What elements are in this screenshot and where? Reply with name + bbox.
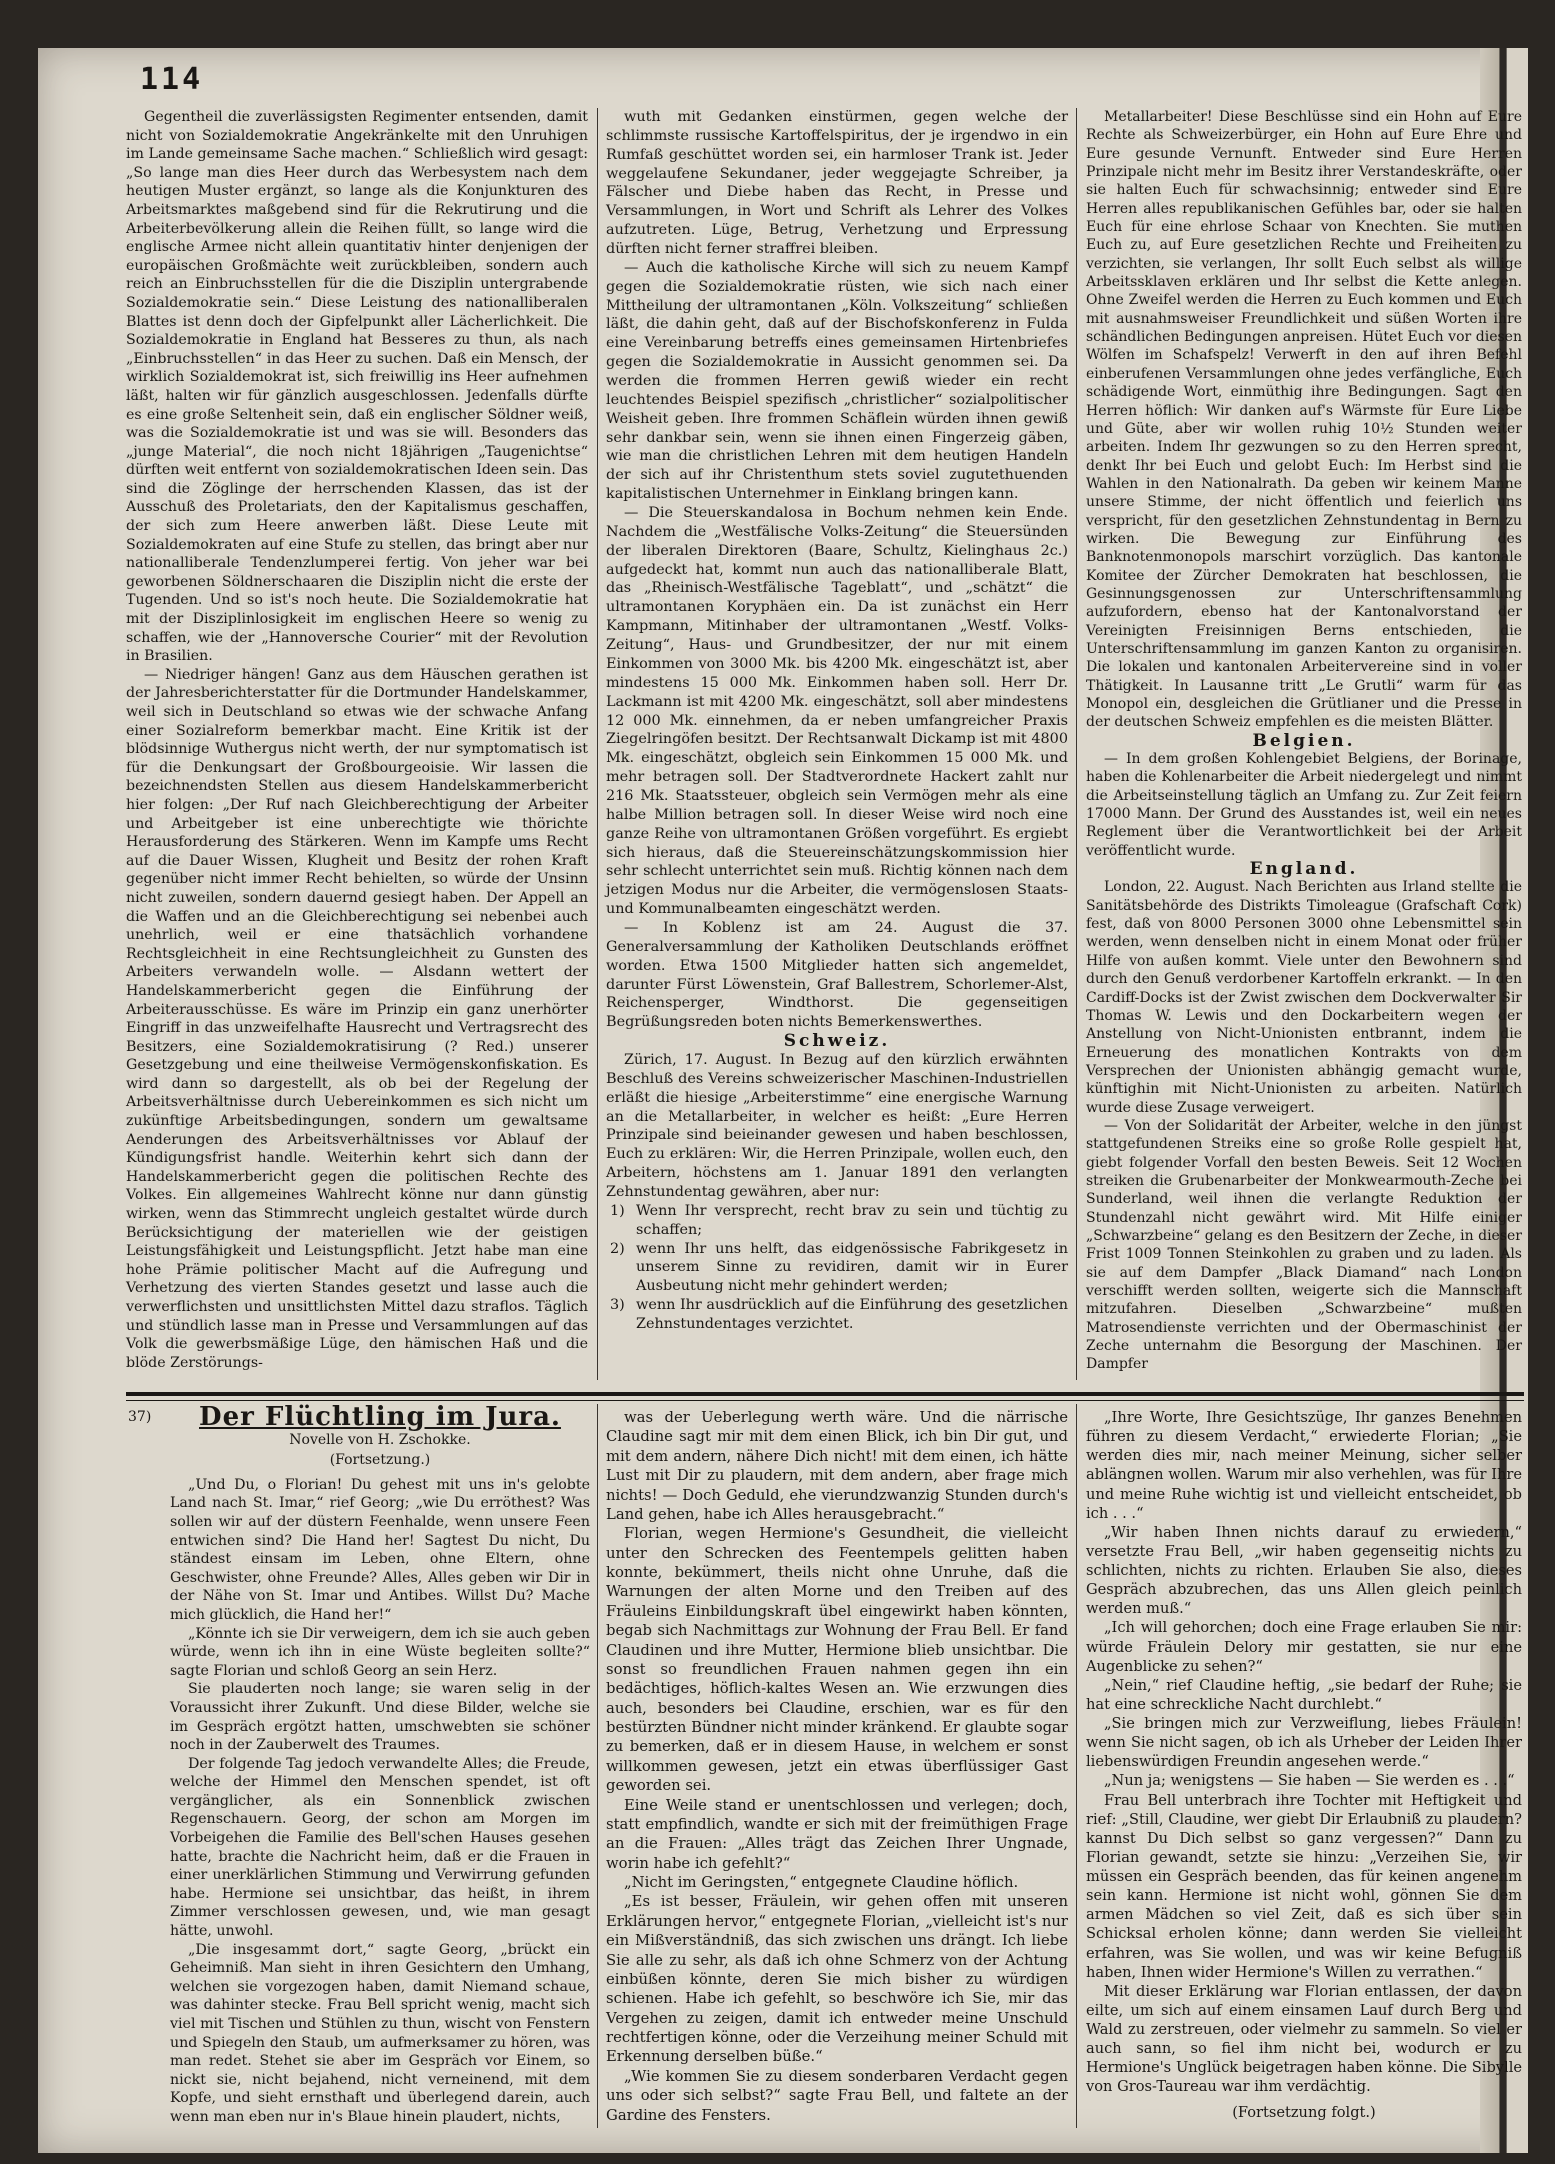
column-divider [1076, 1404, 1077, 2128]
column-divider [597, 1404, 598, 2128]
article-column-3 [1086, 108, 1522, 1380]
list-item [606, 1202, 1068, 1240]
novel-paragraph: Florian, wegen Hermione's Gesundheit, die vielleicht unter den Schrecken des Feentempels gelitten haben konnte, bekümmert, theils nicht ohne Unruhe, daß die Warnungen der alten Morne und den Treiben auf des Fräuleins Einbildungskraft übel eingewirkt haben könnten, begab sich Nachmittags zur Wohnung der Frau Bell. Er fand Claudinen und ihre Mutter, Hermione blieb unsichtbar. Die sonst so freundlichen Frauen nahmen gegen ihn ein bedächtiges, höflich-kaltes Wesen an. Wie erzwungen dies auch, besonders bei Claudine, erschien, war es für den bestürzten Bündner nicht minder kränkend. Er glaubte sogar zu bemerken, daß er in diesem Hause, in welchem er sonst willkommen gewesen, jetzt ein etwas überflüssiger Gast geworden sei. [606, 1525, 1069, 1795]
column-divider [1076, 108, 1077, 1380]
novel-paragraph: was der Ueberlegung werth wäre. Und die närrische Claudine sagt mir mit dem einen Blick, ich bin Dir gut, und mit dem andern, nähere Dich nicht! mit dem einen, ich hätte Lust mit Dir zu plaudern, mit dem andern, aber frage mich nichts! — Doch Geduld, ehe vierundzwanzig Stunden durch's Land gehen, habe ich Alles herausgebracht.“ [606, 1409, 1068, 1523]
novel-paragraph: Eine Weile stand er unentschlossen und verlegen; doch, statt empfindlich, wandte er sich mit der freimüthigen Frage an die Frauen: „Alles trägt das Zeichen Ihrer Ungnade, worin habe ich gefehlt?“ [606, 1796, 1068, 1872]
list-text: wenn Ihr ausdrücklich auf die Einführung des gesetzlichen Zehnstundentages verzichtet. [636, 1297, 1068, 1332]
novel-paragraph: Mit dieser Erklärung war Florian entlassen, der davon eilte, um sich auf einem einsamen Lauf durch Berg und Wald zu zerstreuen, oder vielmehr zu sammeln. So viel er auch sann, so fiel ihm nicht bei, wodurch er zu Hermione's Unglück beigetragen haben könne. Die Sibylle von Gros-Taureau war ihm verdächtig. [1086, 1982, 1522, 2096]
article-column-2 [606, 108, 1068, 1380]
list-number: 1) [610, 1202, 625, 1219]
novel-author: Novelle von H. Zschokke. [289, 1431, 471, 1448]
list-number: 3) [610, 1297, 625, 1314]
novel-paragraph: „Ihre Worte, Ihre Gesichtszüge, Ihr ganzes Benehmen führen zu diesem Verdacht,“ erwiederte Florian; „Sie werden dies mir, nach meiner Meinung, sicher selber ablängnen wollen. Warum mir also verhehlen, was für Ihre und meine Ruhe wichtig ist und vielleicht entscheidet, ob ich . . .“ [1086, 1409, 1522, 1522]
section-divider-thin [126, 1400, 1524, 1401]
novel-paragraph: „Es ist besser, Fräulein, wir gehen offen mit unseren Erklärungen hervor,“ entgegnete Florian, „vielleicht ist's nur ein Mißverständniß, das sich zwischen uns drängt. Ich liebe Sie alle zu sehr, als daß ich ohne Schmerz von der Achtung einbüßen könnte, deren Sie mich bisher zu würdigen schienen. Habe ich gefehlt, so beschwöre ich Sie, mir das Vergehen zu zeigen, damit ich entweder meine Unschuld rechtfertigen könne, oder die Verzeihung meiner Schuld mit Erkennung derselben büße.“ [606, 1893, 1068, 2066]
list-text: Wenn Ihr versprecht, recht brav zu sein und tüchtig zu schaffen; [636, 1202, 1068, 1238]
article-paragraph: Gegentheil die zuverlässigsten Regimenter entsenden, damit nicht von Sozialdemokratie Angekränkelte mit den Unruhigen im Lande gemeinsame Sache machen.“ Schließlich wird gesagt: „So lange man dies Heer durch das Werbesystem nach dem heutigen Muster ergänzt, so lange als die Konjunkturen des Arbeitsmarktes maßgebend sind für die Rekrutirung und die Arbeiterbevölkerung allein die Reihen füllt, so lange wird die englische Armee nicht allein quantitativ hinter denjenigen der europäischen Großmächte weit zurückbleiben, sondern auch reich an Einbruchsstellen für die die Disziplin untergrabende Sozialdemokratie sein.“ Diese Leistung des nationalliberalen Blattes ist denn doch der Gipfelpunkt aller Lächerlichkeit. Die Sozialdemokratie in England hat Besseres zu thun, als nach „Einbruchsstellen“ in das Heer zu suchen. Daß ein Mensch, der wirklich Sozialdemokrat ist, sich freiwillig ins Heer aufnehmen läßt, halten wir für gänzlich ausgeschlossen. Jedenfalls dürfte es eine große Seltenheit sein, daß ein englischer Söldner weiß, was die Sozialdemokratie ist und was sie will. Besonders das „junge Material“, die noch nicht 18jährigen „Taugenichtse“ dürften weit entfernt von sozialdemokratischen Ideen sein. Das sind die Zöglinge der herrschenden Klassen, das ist der Ausschuß des Proletariats, den der Kapitalismus geschaffen, der sich zum Heere anwerben läßt. Diese Leute mit Sozialdemokraten auf eine Stufe zu stellen, das bringt aber nur nationalliberale Tendenzlumperei fertig. Von jeher war bei geworbenen Söldnerschaaren die Disziplin nicht die erste der Tugenden. Und so ist's noch heute. Die Sozialdemokratie hat mit der Disziplinlosigkeit im englischen Heere so wenig zu schaffen, wie der „Hannoversche Courier“ mit der Revolution in Brasilien. [126, 109, 588, 665]
novel-paragraph: „Nein,“ rief Claudine heftig, „sie bedarf der Ruhe; sie hat eine schreckliche Nacht durchlebt.“ [1086, 1676, 1522, 1713]
novel-column-1 [128, 1402, 590, 2128]
article-paragraph: London, 22. August. Nach Berichten aus Irland stellte die Sanitätsbehörde des Distrikts Timoleague (Grafschaft Cork) fest, daß von 8000 Personen 3000 ohne Lebensmittel sein werden, wenn denselben nicht in einem Monat oder früher Hilfe von außen kommt. Viele unter den Bewohnern sind durch den Genuß verdorbener Kartoffeln erkrankt. — In den Cardiff-Docks ist der Zwist zwischen dem Dockverwalter Sir Thomas W. Lewis und den Dockarbeitern wegen der Anstellung von Nicht-Unionisten entbrannt, indem die Erneuerung des monatlichen Kontrakts von dem Versprechen der Unionisten abhängig gemacht wurde, künftighin mit Nicht-Unionisten zu arbeiten. Natürlich wurde diese Zusage verweigert. [1086, 879, 1522, 1116]
article-paragraph: — Auch die katholische Kirche will sich zu neuem Kampf gegen die Sozialdemokratie rüsten, wie sich nach einer Mittheilung der ultramontanen „Köln. Volkszeitung“ schließen läßt, die dahin geht, daß auf der Bischofskonferenz in Fulda eine Vereinbarung betreffs eines gemeinsamen Hirtenbriefes gegen die Sozialdemokratie in Aussicht genommen sei. Da werden die frommen Herren gewiß wieder ein recht leuchtendes Beispiel spezifisch „christlicher“ sozialpolitischer Weisheit geben. Ihre frommen Schäflein würden ihnen gewiß sehr dankbar sein, wenn sie ihnen einen Fingerzeig gäben, wie man die christlichen Lehren mit dem heutigen Handeln der sich auf ihr Christenthum stets soviel zugutethuenden kapitalistischen Unternehmer in Einklang bringen kann. [606, 259, 1068, 503]
list-text: wenn Ihr uns helft, das eidgenössische Fabrikgesetz in unserem Sinne zu revidiren, damit wir in Eurer Ausbeutung nicht mehr gehindert werden; [636, 1240, 1068, 1295]
article-column-1 [126, 108, 588, 1380]
novel-to-be-continued: (Fortsetzung folgt.) [1232, 2103, 1376, 2121]
section-heading-england: England. [1249, 859, 1359, 880]
list-item [606, 1240, 1068, 1297]
list-item [606, 1296, 1068, 1334]
page-number: 114 [140, 62, 204, 97]
article-paragraph: Metallarbeiter! Diese Beschlüsse sind ein Hohn auf Eure Rechte als Schweizerbürger, ein Hohn auf Eure Ehre und Eure gesunde Vernunft. Entweder sind Eure Herren Prinzipale nicht mehr im Besitz ihrer Verstandeskräfte, oder sie halten Euch für schwachsinnig; entweder sind Eure Herren alles republikanischen Gefühles bar, oder sie halten Euch für eine ehrlose Schaar von Knechten. Sie muthen Euch zu, auf Eure gesetzlichen Rechte und Freiheiten zu verzichten, sie verlangen, Ihr sollt Euch selbst als willige Arbeitssklaven erklären und Ihr selbst die Kette anlegen. Ohne Zweifel werden die Herren zu Euch kommen und Euch mit ausnahmsweiser Freundlichkeit und süßen Worten ihre schändlichen Bedingungen anpreisen. Hütet Euch vor diesen Wölfen im Schafspelz! Verwerft in den auf ihren Befehl einberufenen Versammlungen ohne jedes verfängliche, Euch schädigende Wort, einmüthig ihre Bedingungen. Sagt den Herren höflich: Wir danken auf's Wärmste für Eure Liebe und Güte, aber wir wollen ruhig 10½ Stunden weiter arbeiten. Indem Ihr gezwungen so zu den Herren sprecht, denkt Ihr bei Euch und gelobt Euch: Im Herbst sind die Wahlen in den Nationalrath. Da geben wir keinem Manne unsere Stimme, der nicht öffentlich und feierlich uns verspricht, für den gesetzlichen Zehnstundentag in Bern zu wirken. Die Bewegung zur Einführung des Banknotenmonopols marschirt vorzüglich. Das kantonale Komitee der Zürcher Demokraten hat beschlossen, die Gesinnungsgenossen zur Unterschriftensammlung aufzufordern, ebenso hat der Kantonalvorstand der Vereinigten Freisinnigen Berns entschieden, die Unterschriftensammlung im ganzen Kanton zu organisiren. Die lokalen und kantonalen Arbeitervereine sind in voller Thätigkeit. In Lausanne tritt „Le Grutli“ warm für das Monopol ein, desgleichen die Grütlianer und die Presse in der deutschen Schweiz empfehlen es die meisten Blätter. [1086, 109, 1522, 731]
novel-column-3 [1086, 1408, 1522, 2128]
novel-continuation: (Fortsetzung.) [329, 1452, 431, 1469]
novel-paragraph: Der folgende Tag jedoch verwandelte Alles; die Freude, welche der Himmel den Menschen spendet, ist oft vergänglicher, als ein Sonnenblick zwischen Regenschauern. Georg, der schon am Morgen im Vorbeigehen die Familie des Bell'schen Hauses gesehen hatte, brachte die Nachricht heim, daß er die Frauen in einer unerklärlichen Stimmung und Verwirrung gefunden habe. Hermione sei unsichtbar, das heißt, in ihrem Zimmer verschlossen gewesen, und, wie man gesagt hätte, unwohl. [170, 1755, 590, 1940]
novel-paragraph: „Sie bringen mich zur Verzweiflung, liebes Fräulein! wenn Sie nicht sagen, ob ich als Urheber der Leiden Ihrer liebenswürdigen Freundin angesehen werde.“ [1086, 1715, 1522, 1771]
novel-paragraph: „Ich will gehorchen; doch eine Frage erlauben Sie mir: würde Fräulein Delory mir gestatten, sie nur eine Augenblicke zu sehen?“ [1086, 1619, 1522, 1675]
article-paragraph: — Von der Solidarität der Arbeiter, welche in den jüngst stattgefundenen Streiks eine so große Rolle gespielt hat, giebt folgender Vorfall den besten Beweis. Seit 12 Wochen streiken die Grubenarbeiter der Monkwearmouth-Zeche bei Sunderland, weil ihnen die verlangte Reduktion der Stundenzahl nicht gewährt wird. Mit Hilfe einiger „Schwarzbeine“ gelang es den Besitzern der Zeche, in dieser Frist 1009 Tonnen Steinkohlen zu graben und zu laden. Als sie auf dem Dampfer „Black Diamand“ nach London verschifft werden sollten, weigerte sich die Mannschaft mitzufahren. Dieselben „Schwarzbeine“ mußten Matrosendienste verrichten und der Obermaschinist der Zeche unternahm die Besorgung der Maschinen. Der Dampfer [1086, 1117, 1522, 1373]
article-paragraph: — In Koblenz ist am 24. August die 37. Generalversammlung der Katholiken Deutschlands eröffnet worden. Etwa 1500 Mitglieder hatten sich angemeldet, darunter Fürst Löwenstein, Graf Ballestrem, Schorlemer-Alst, Reichensperger, Windthorst. Die gegenseitigen Begrüßungsreden boten nichts Bemerkenswerthes. [606, 919, 1068, 1031]
column-divider [597, 108, 598, 1380]
article-paragraph: wuth mit Gedanken einstürmen, gegen welche der schlimmste russische Kartoffelspiritus, der je irgendwo in ein Rumfaß geschüttet worden sei, ein harmloser Trank ist. Jeder weggelaufene Sekundaner, jeder weggejagte Schreiber, ja Fälscher und Diebe haben das Recht, in Presse und Versammlungen, in Wort und Schrift als Lehrer des Volkes aufzutreten. Lüge, Betrug, Verhetzung und Erpressung dürften nicht ferner straffrei bleiben. [606, 109, 1068, 258]
novel-paragraph: „Wir haben Ihnen nichts darauf zu erwiedern,“ versetzte Frau Bell, „wir haben gegenseitig nichts zu schlichten, nichts zu richten. Erlauben Sie also, dieses Gespräch abzubrechen, das uns Allen gleich peinlich werden muß.“ [1086, 1523, 1522, 1618]
novel-paragraph: „Wie kommen Sie zu diesem sonderbaren Verdacht gegen uns oder sich selbst?“ sagte Frau Bell, und faltete an der Gardine des Fensters. [606, 2067, 1068, 2124]
section-heading-belgien: Belgien. [1252, 730, 1356, 751]
novel-installment-number: 37) [128, 1409, 152, 1425]
novel-paragraph: „Könnte ich sie Dir verweigern, dem ich sie auch geben würde, wenn ich ihn in eine Wüste begleiten sollte?“ sagte Florian und schloß Georg an sein Herz. [170, 1625, 590, 1679]
novel-paragraph: „Die insgesammt dort,“ sagte Georg, „brückt ein Geheimniß. Man sieht in ihren Gesichtern den Umhang, welchen sie vorgezogen haben, damit Niemand schaue, was dahinter stecke. Frau Bell spricht wenig, macht sich viel mit Tischen und Stühlen zu thun, wischt von Fenstern und Spiegeln den Staub, um aufmerksamer zu hören, was man redet. Stehet sie aber im Gespräch vor Einem, so nickt sie, nicht bejahend, nicht verneinend, mit dem Kopfe, und sieht ernsthaft und überlegend darein, auch wenn man eben nur in's Blaue hinein plaudert, nichts, [170, 1941, 590, 2125]
novel-column-2 [606, 1408, 1068, 2128]
novel-paragraph: Sie plauderten noch lange; sie waren selig in der Voraussicht ihrer Zukunft. Und diese Bilder, welche sie im Gespräch ergötzt hatten, umschwebten sie schöner noch in der Zauberwelt des Traumes. [170, 1681, 590, 1754]
novel-paragraph: Frau Bell unterbrach ihre Tochter mit Heftigkeit und rief: „Still, Claudine, wer giebt Dir Erlaubniß zu plaudern? kannst Du Dich selbst so ganz vergessen?“ Dann zu Florian gewandt, setzte sie hinzu: „Verzeihen Sie, wir müssen ein Gespräch beenden, das für keinen angenehm sein kann. Hermione ist nicht wohl, gönnen Sie dem armen Mädchen so viel Zeit, daß es sich über sein Schicksal erholen könne; dann werden Sie vielleicht erfahren, was Sie wollen, und was wir keine Befugniß haben, Ihnen wider Hermione's Willen zu verrathen.“ [1086, 1791, 1522, 1981]
article-paragraph: — In dem großen Kohlengebiet Belgiens, der Borinage, haben die Kohlenarbeiter die Arbeit niedergelegt und nimmt die Arbeitseinstellung täglich an Umfang zu. Zur Zeit feiern 17000 Mann. Der Grund des Ausstandes ist, weil ein neues Reglement über die Verantwortlichkeit bei der Arbeit veröffentlicht wurde. [1086, 751, 1522, 859]
novel-header [128, 1402, 590, 1470]
novel-paragraph: „Nun ja; wenigstens — Sie haben — Sie werden es . . .“ [1104, 1772, 1515, 1790]
section-divider [126, 1392, 1524, 1396]
novel-paragraph: „Und Du, o Florian! Du gehest mit uns in's gelobte Land nach St. Imar,“ rief Georg; „wie Du erröthest? Was sollen wir auf der düstern Feenhalde, wenn unsere Feen entwichen sind? Die Hand her! Sagtest Du nicht, Du ständest einsam im Leben, ohne Eltern, ohne Geschwister, ohne Freunde? Alles, Alles geben wir Dir in der Nähe von St. Imar und Antibes. Willst Du? Mache mich glücklich, die Hand her!“ [170, 1476, 590, 1623]
list-number: 2) [610, 1240, 625, 1257]
novel-title: Der Flüchtling im Jura. [199, 1402, 561, 1432]
novel-paragraph: „Nicht im Geringsten,“ entgegnete Claudine höflich. [624, 1874, 1019, 1891]
section-heading-schweiz: Schweiz. [783, 1031, 891, 1052]
article-paragraph: Zürich, 17. August. In Bezug auf den kürzlich erwähnten Beschluß des Vereins schweizerischer Maschinen-Industriellen erläßt die hiesige „Arbeiterstimme“ eine energische Warnung an die Metallarbeiter, in welcher es heißt: „Eure Herren Prinzipale sind beieinander gewesen und haben beschlossen, Euch zu erklären: Wir, die Herren Prinzipale, wollen euch, den Arbeitern, höchstens am 1. Januar 1891 den verlangten Zehnstundentag gewähren, aber nur: [606, 1051, 1068, 1200]
article-paragraph: — Niedriger hängen! Ganz aus dem Häuschen gerathen ist der Jahresberichterstatter für die Dortmunder Handelskammer, weil sich in Deutschland so etwas wie der schwache Anfang einer Sozialreform bemerkbar macht. Eine Kritik ist der blödsinnige Wuthergus nicht werth, der nur symptomatisch ist für die Denkungsart der Großbourgeoisie. Wir lassen die bezeichnendsten Stellen aus diesem Handelskammerbericht hier folgen: „Der Ruf nach Gleichberechtigung der Arbeiter und Arbeitgeber ist eine unberechtigte wie thörichte Herausforderung des Stärkeren. Wenn im Kampfe ums Recht auf die Dauer Wissen, Klugheit und Besitz der rohen Kraft gegenüber nicht immer Recht behielten, so würde der Unsinn nicht zuweilen, sondern dauernd gesiegt haben. Der Appell an die Waffen und an die Gleichberechtigung sei nebenbei auch unehrlich, weil er eine thatsächlich vorhandene Rechtsgleichheit in eine Rechtsungleichheit zu Gunsten des Arbeiters verwandeln wolle. — Alsdann wettert der Handelskammerbericht gegen die Einführung der Arbeiterausschüsse. Es wäre im Prinzip ein ganz unerhörter Eingriff in das unzweifelhafte Hausrecht und Vertragsrecht des Besitzers, eine Sozialdemokratisirung (? Red.) unserer Gesetzgebung und eine theilweise Vermögenskonfiskation. Es wird dann so dargestellt, als ob bei der Regelung der Arbeitsverhältnisse durch Uebereinkommen es sich nicht um zukünftige Arbeitsbedingungen, sondern um gewaltsame Aenderungen des Arbeitsverhältnisses vor Ablauf der Kündigungsfrist handle. Weiterhin kehrt sich dann der Handelskammerbericht gegen die politischen Rechte des Volkes. Ein allgemeines Wahlrecht könne nur dann günstig wirken, wenn das Stimmrecht ungleich gestaltet würde durch Berücksichtigung der materiellen wie der geistigen Leistungsfähigkeit und Leistungspflicht. Jetzt habe man eine hohe Prämie politischer Macht auf die Aufregung und Verhetzung des vierten Standes gesetzt und lasse auch die verwerflichsten und unsittlichsten Mittel dazu straflos. Täglich und stündlich lasse man in Presse und Versammlungen auf das Volk die gewerbsmäßige Lüge, den hämischen Haß und die blöde Zerstörungs- [126, 666, 588, 1371]
article-paragraph: — Die Steuerskandalosa in Bochum nehmen kein Ende. Nachdem die „Westfälische Volks-Zeitung“ die Steuersünden der liberalen Direktoren (Baare, Schultz, Kielinghaus 2c.) aufgedeckt hat, kommt nun auch das nationalliberale Blatt, das „Rheinisch-Westfälische Tageblatt“, und „schätzt“ die ultramontanen Koryphäen ein. Da ist zunächst ein Herr Kampmann, Mitinhaber der ultramontanen „Westf. Volks-Zeitung“, Haus- und Grundbesitzer, der nur mit einem Einkommen von 3000 Mk. bis 4200 Mk. eingeschätzt ist, aber mindestens 15 000 Mk. Einkommen haben soll. Herr Dr. Lackmann ist mit 4200 Mk. eingeschätzt, soll aber mindestens 12 000 Mk. einnehmen, da er neben umfangreicher Praxis Ziegelringöfen besitzt. Der Rechtsanwalt Dickamp ist mit 4800 Mk. eingeschätzt, obgleich sein Einkommen 15 000 Mk. und mehr betragen soll. Der Stadtverordnete Hackert zahlt nur 216 Mk. Staatssteuer, obgleich sein Vermögen mehr als eine halbe Million betragen soll. In dieser Weise wird noch eine ganze Reihe von ultramontanen Größen vorgeführt. Es ergiebt sich hieraus, daß die Steuereinschätzungskommission hier sehr schlecht unterrichtet sein muß. Richtig können nach dem jetzigen Modus nur die Arbeiter, die vermögenslosen Staats- und Kommunalbeamten eingeschätzt werden. [606, 505, 1068, 918]
